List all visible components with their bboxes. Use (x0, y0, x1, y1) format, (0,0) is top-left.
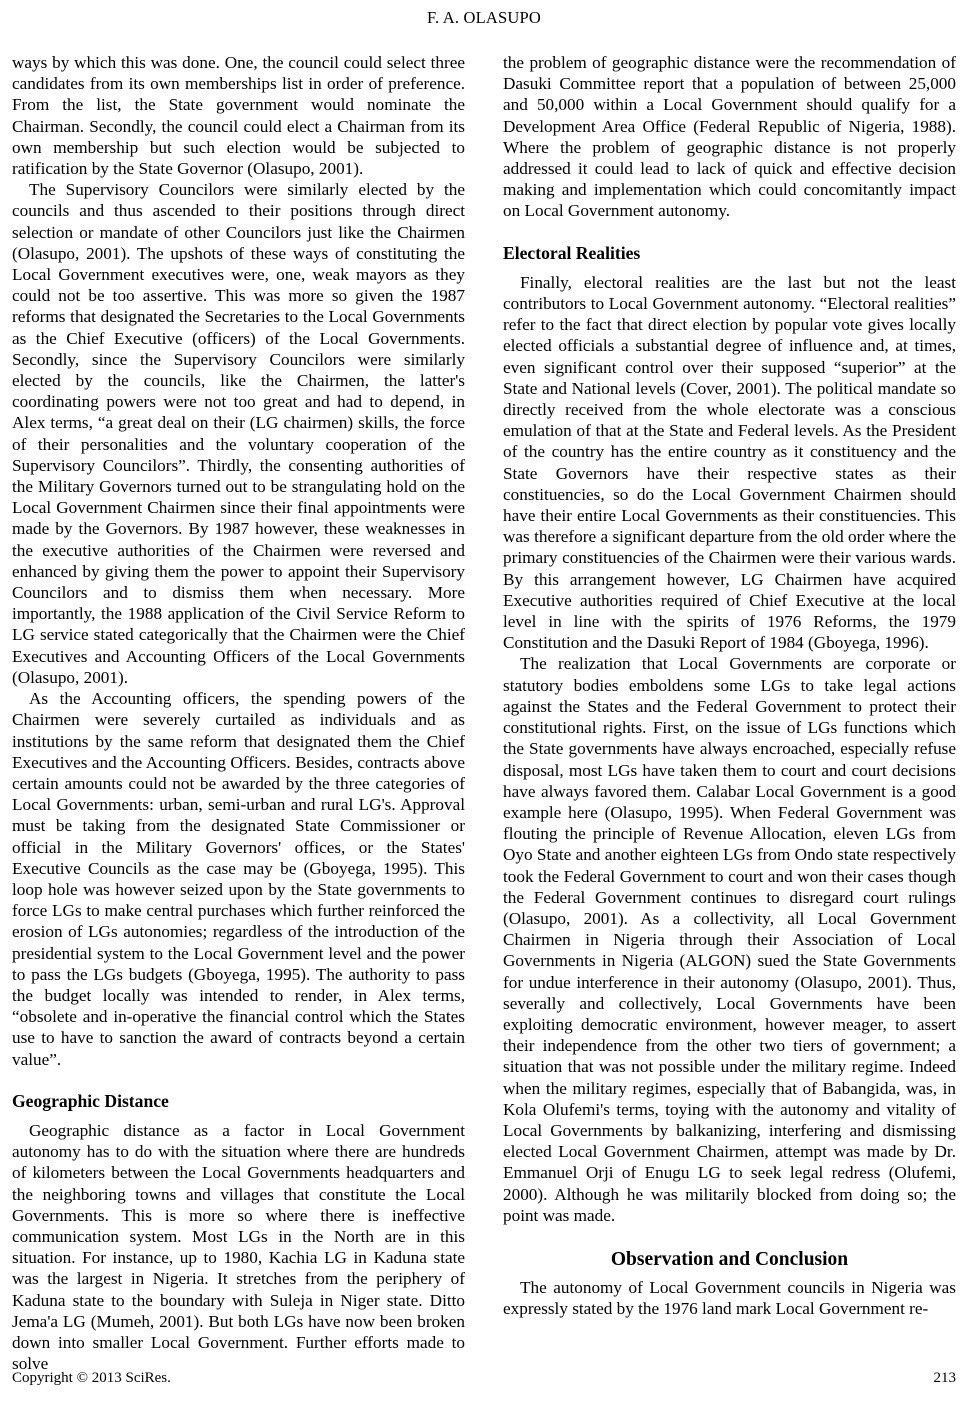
section-heading-geographic-distance: Geographic Distance (12, 1090, 169, 1111)
section-heading-electoral-realities: Electoral Realities (503, 242, 641, 263)
paragraph: As the Accounting officers, the spending powers of the Chairmen were severely curtailed as individuals and as institutions by the same reform that designated them the Chief Executives and the Accounting Officers. Besides, contracts above certain amounts could not be awarded by the three categories of Local Governments: urban, semi-urban and rural LG's. Approval must be taking from the designated State Commissioner or official in the Military Governors' offices, or the States' Executive Councils as the case may be (Gboyega, 1995). This loop hole was however seized upon by the State governments to force LGs to make central purchases which further reinforced the erosion of LGs autonomies; regardless of the introduction of the presidential system to the Local Government level and the power to pass the LGs budgets (Gboyega, 1995). The authority to pass the budget locally was intended to render, in Alex terms, “obsolete and in-operative the financial control which the States use to have to sanction the award of contracts beyond a certain value”. (12, 689, 465, 1069)
paragraph: Finally, electoral realities are the last but not the least contributors to Local Government autonomy. “Electoral realities” refer to the fact that direct election by popular vote gives locally elected officials a substantial degree of influence and, at times, even significant control over their supposed “superior” at the State and National levels (Cover, 2001). The political mandate so directly received from the whole electorate was a conscious emulation of that at the State and Federal levels. As the President of the country has the entire country as it constituency and the State Governors have their respective states as their constituencies, so do the Local Government Chairmen should have their entire Local Governments as their constituencies. This was therefore a significant departure from the old order where the primary constituencies of the Chairmen were their various wards. By this arrangement however, LG Chairmen have acquired Executive authorities required of Chief Executive at the local level in line with the spirits of 1976 Reforms, the 1979 Constitution and the Dasuki Report of 1984 (Gboyega, 1996). (503, 272, 956, 653)
paragraph: ways by which this was done. One, the council could select three candidates from its own memberships list in order of preference. From the list, the State government would nominate the Chairman. Secondly, the council could elect a Chairman from its own membership but such election would be subjected to ratification by the State Governor (Olasupo, 2001). (12, 53, 465, 179)
paragraph: Geographic distance as a factor in Local Government autonomy has to do with the situation where there are hundreds of kilometers between the Local Governments headquarters and the neighboring towns and villages that constitute the Local Governments. This is more so where there is ineffective communication system. Most LGs in the North are in this situation. For instance, up to 1980, Kachia LG in Kaduna state was the largest in Nigeria. It stretches from the periphery of Kaduna state to the boundary with Suleja in Niger state. Ditto Jema'a LG (Mumeh, 2001). But both LGs have now been broken down into smaller Local Government. Further efforts made to solve (12, 1120, 465, 1374)
paragraph: the problem of geographic distance were the recommendation of Dasuki Committee report that a population of between 25,000 and 50,000 within a Local Government should qualify for a Development Area Office (Federal Republic of Nigeria, 1988). Where the problem of geographic distance is not properly addressed it could lead to lack of quick and effective decision making and implementation which could concomitantly impact on Local Government autonomy. (503, 53, 956, 221)
right-column (503, 52, 956, 1322)
left-column (12, 52, 465, 1374)
paragraph: The realization that Local Governments are corporate or statutory bodies emboldens some LGs to take legal actions against the States and the Federal Government to protect their constitutional rights. First, on the issue of LGs functions which the State governments have always encroached, especially refuse disposal, most LGs have taken them to court and court decisions have always favored them. Calabar Local Government is a good example here (Olasupo, 1995). When Federal Government was flouting the principle of Revenue Allocation, eleven LGs from Oyo State and another eighteen LGs from Ondo state respectively took the Federal Government to court and won their cases though the Federal Government continues to disregard court rulings (Olasupo, 2001). As a collectivity, all Local Government Chairmen in Nigeria through their Association of Local Governments in Nigeria (ALGON) sued the State Governments for undue interference in their autonomy (Olasupo, 2001). Thus, severally and collectively, Local Governments have been exploiting democratic environment, however meager, to assert their independence from the other two tiers of government; a situation that was not possible under the military regime. Indeed when the military regimes, especially that of Babangida, was, in Kola Olufemi's terms, toying with the autonomy and vitality of Local Governments by balkanizing, interfering and dismissing elected Local Government Chairmen, attempt was made by Dr. Emmanuel Orji of Enugu LG to seek legal redress (Olufemi, 2000). Although he was militarily blocked from doing so; the point was made. (503, 654, 956, 1225)
paragraph: The autonomy of Local Government councils in Nigeria was expressly stated by the 1976 land mark Local Government re- (503, 1278, 956, 1319)
paragraph: The Supervisory Councilors were similarly elected by the councils and thus ascended to their positions through direct selection or mandate of other Councilors just like the Chairmen (Olasupo, 2001). The upshots of these ways of constituting the Local Government executives were, one, weak mayors as they could not be too assertive. This was more so given the 1987 reforms that designated the Secretaries to the Local Governments as the Chief Executive (officers) of the Local Governments. Secondly, since the Supervisory Councilors were similarly elected by the councils, like the Chairmen, the latter's coordinating powers were not too great and had to depend, in Alex terms, “a great deal on their (LG chairmen) skills, the force of their personalities and the voluntary cooperation of the Supervisory Councilors”. Thirdly, the consenting authorities of the Military Governors turned out to be strangulating hold on the Local Government Chairmen since their final appointments were made by the Governors. By 1987 however, these weaknesses in the executive authorities of the Chairmen were reversed and enhanced by giving them the power to appoint their Supervisory Councilors and to dismiss them when necessary. More importantly, the 1988 application of the Civil Service Reform to LG service stated categorically that the Chairmen were the Chief Executives and Accounting Officers of the Local Governments (Olasupo, 2001). (12, 180, 465, 687)
running-head: F. A. OLASUPO (426, 8, 542, 27)
page-footer (12, 1370, 956, 1387)
copyright-notice: Copyright © 2013 SciRes. (12, 1370, 171, 1386)
page-number: 213 (933, 1370, 956, 1386)
two-column-body (12, 52, 956, 1374)
section-heading-observation-and-conclusion: Observation and Conclusion (610, 1248, 849, 1270)
